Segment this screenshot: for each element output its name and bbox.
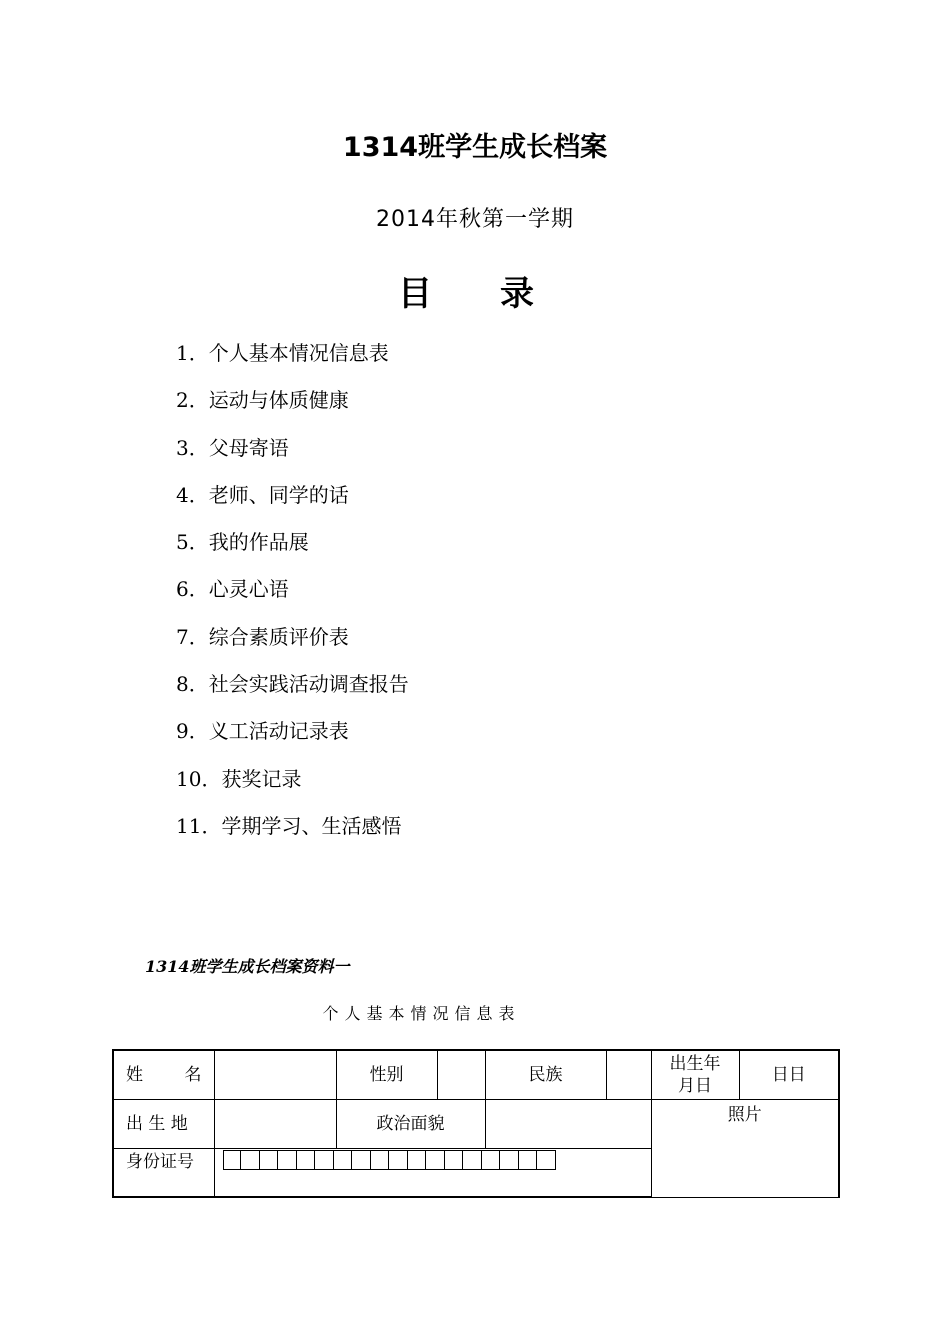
toc-item: 3．父母寄语 [176, 435, 289, 460]
archive-caption: 1314班学生成长档案资料一 [145, 957, 350, 976]
ethnicity-field[interactable] [606, 1050, 651, 1099]
name-field[interactable] [214, 1050, 336, 1099]
birthdate-label [651, 1050, 739, 1099]
table-of-contents [176, 336, 409, 856]
id-digit-box[interactable] [278, 1150, 297, 1170]
toc-item: 7．综合素质评价表 [176, 624, 349, 649]
photo-cell[interactable]: 照片 [651, 1099, 839, 1197]
gender-field[interactable] [437, 1050, 485, 1099]
toc-heading-left: 目 [398, 274, 432, 314]
id-digit-box[interactable] [519, 1150, 538, 1170]
birthplace-field[interactable] [214, 1099, 336, 1148]
id-digit-box[interactable] [463, 1150, 482, 1170]
toc-heading [398, 272, 534, 316]
id-number-boxes[interactable] [223, 1150, 556, 1170]
toc-item: 2．运动与体质健康 [176, 388, 349, 413]
toc-item: 10．获奖记录 [176, 766, 302, 791]
id-digit-box[interactable] [500, 1150, 519, 1170]
id-number-field[interactable] [214, 1148, 651, 1197]
toc-item: 1．个人基本情况信息表 [176, 341, 389, 365]
birthdate-label-line1: 出生年 [669, 1053, 721, 1074]
name-label-b: 名 [184, 1064, 202, 1085]
toc-item: 6．心灵心语 [176, 577, 289, 602]
id-digit-box[interactable] [389, 1150, 408, 1170]
name-label-cell [113, 1050, 214, 1099]
id-digit-box[interactable] [426, 1150, 445, 1170]
toc-item: 5．我的作品展 [176, 530, 309, 555]
political-field[interactable] [485, 1099, 651, 1148]
id-digit-box[interactable] [297, 1150, 316, 1170]
toc-item: 11．学期学习、生活感悟 [176, 813, 402, 838]
semester-subtitle: 2014年秋第一学期 [376, 207, 574, 232]
id-digit-box[interactable] [408, 1150, 427, 1170]
table-title: 个人基本情况信息表 [322, 1004, 521, 1023]
toc-heading-right: 录 [500, 274, 534, 314]
page-title: 1314班学生成长档案 [342, 132, 608, 163]
id-digit-box[interactable] [482, 1150, 501, 1170]
personal-info-table [112, 1049, 840, 1198]
political-label: 政治面貌 [336, 1099, 485, 1148]
id-digit-box[interactable] [315, 1150, 334, 1170]
toc-item: 9．义工活动记录表 [176, 719, 349, 744]
id-number-label: 身份证号 [113, 1148, 214, 1197]
birthplace-label: 出 生 地 [113, 1099, 214, 1148]
birthdate-label-line2: 月日 [678, 1075, 712, 1096]
id-digit-box[interactable] [241, 1150, 260, 1170]
id-digit-box[interactable] [445, 1150, 464, 1170]
id-digit-box[interactable] [260, 1150, 279, 1170]
id-digit-box[interactable] [371, 1150, 390, 1170]
toc-item: 8．社会实践活动调查报告 [176, 672, 409, 697]
birthdate-field[interactable]: 日日 [739, 1050, 839, 1099]
gender-label: 性别 [336, 1050, 437, 1099]
ethnicity-label: 民族 [485, 1050, 606, 1099]
toc-item: 4．老师、同学的话 [176, 482, 349, 507]
id-digit-box[interactable] [537, 1150, 556, 1170]
name-label-a: 姓 [126, 1064, 143, 1085]
id-digit-box[interactable] [223, 1150, 242, 1170]
id-digit-box[interactable] [334, 1150, 353, 1170]
id-digit-box[interactable] [352, 1150, 371, 1170]
